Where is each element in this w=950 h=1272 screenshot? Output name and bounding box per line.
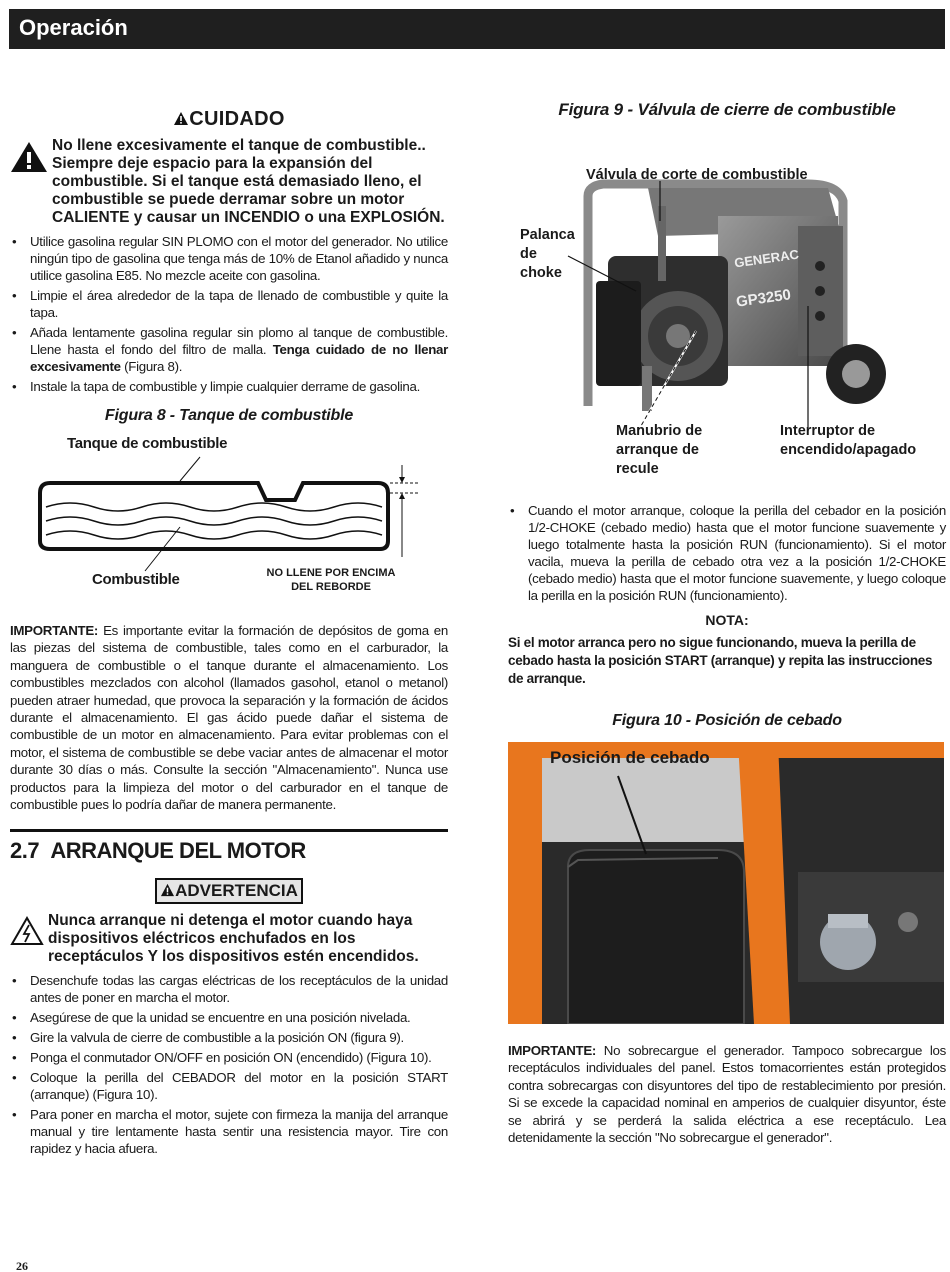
page-number: 26 bbox=[16, 1259, 28, 1272]
warning-triangle-icon bbox=[10, 141, 48, 173]
electric-shock-icon bbox=[10, 916, 44, 946]
tank-label: Tanque de combustible bbox=[67, 435, 228, 452]
list-item: • Coloque la perilla del CEBADOR del motor en la posición START (arranque) (Figura 10). bbox=[10, 1069, 448, 1103]
model-badge: GP3250 bbox=[735, 286, 792, 311]
right-column bbox=[508, 100, 946, 1146]
list-item: • Asegúrese de que la unidad se encuentre en una posición nivelada. bbox=[10, 1009, 448, 1026]
start-bullet-list bbox=[10, 972, 448, 1157]
list-item: • Gire la valvula de cierre de combustible a la posición ON (figura 9). bbox=[10, 1029, 448, 1046]
caution-heading: CUIDADO bbox=[10, 108, 448, 131]
right-bullet-list bbox=[508, 502, 946, 604]
switch-callout: Interruptor de encendido/apagado bbox=[780, 423, 917, 458]
note-heading: NOTA: bbox=[705, 612, 749, 628]
choke-illustration bbox=[508, 742, 944, 1024]
figure9-caption: Figura 9 - Válvula de cierre de combustible bbox=[558, 100, 896, 119]
choke-position-label: Posición de cebado bbox=[550, 748, 710, 767]
list-item: • Instale la tapa de combustible y limpie cualquier derrame de gasolina. bbox=[10, 378, 448, 395]
recoil-callout: Manubrio de arranque de recule bbox=[616, 423, 703, 477]
fuel-bullet-list bbox=[10, 233, 448, 395]
left-column bbox=[10, 100, 448, 1160]
list-item: • Ponga el conmutador ON/OFF en posición ON (encendido) (Figura 10). bbox=[10, 1049, 448, 1066]
list-item: • Añada lentamente gasolina regular sin plomo al tanque de combustible. Llene hasta el fondo del filtro de malla. Tenga cuidado de no llenar excesivamente (Figura 8). bbox=[10, 324, 448, 375]
fill-note: NO LLENE POR ENCIMA DEL REBORDE bbox=[266, 567, 396, 593]
caution-text: No llene excesivamente el tanque de combustible.. Siempre deje espacio para la expansión del combustible. Si el tanque está demasiado lleno, el combustible se puede derramar sobre un motor CALIENTE y causar un INCENDIO o una EXPLOSIÓN. bbox=[52, 137, 445, 226]
choke-callout: Palanca de choke bbox=[520, 227, 575, 281]
figure8-caption: Figura 8 - Tanque de combustible bbox=[104, 407, 354, 424]
fuel-label: Combustible bbox=[92, 571, 180, 588]
warning-triangle-icon bbox=[173, 111, 189, 126]
note-text: Si el motor arranca pero no sigue funcionando, mueva la perilla de cebado hasta la posición START (arranque) y repita las instrucciones de arranque. bbox=[508, 635, 933, 686]
list-item: • Desenchufe todas las cargas eléctricas de los receptáculos de la unidad antes de poner en marcha el motor. bbox=[10, 972, 448, 1006]
important-paragraph-2: IMPORTANTE: No sobrecargue el generador. Tampoco sobrecargue los receptáculos individuales del panel. Estos tomacorrientes están protegidos contra sobrecargas con disyuntores del tipo de restablecimiento por presión. Si se excede la capacidad nominal en amperios de cualquier disyuntor, éste se abrirá y se perderá la salida eléctrica a ese receptáculo. Lea detenidamente la sección "No sobrecargue el generador". bbox=[508, 1043, 946, 1146]
list-item: • Cuando el motor arranque, coloque la perilla del cebador en la posición 1/2-CHOKE (cebado medio) hasta que el motor funcione suavemente y luego totalmente hasta la posición RUN (funcionamiento). Si el motor vacila, mueva la perilla de cebado otra vez a la posición 1/2-CHOKE (cebado medio) hasta que el motor funcione suavemente, y luego coloque la perilla en la posición RUN (funcionamiento). bbox=[508, 502, 946, 604]
brand-logo: GENERAC bbox=[733, 246, 800, 271]
figure10-caption: Figura 10 - Posición de cebado bbox=[612, 712, 842, 729]
important-paragraph-1: IMPORTANTE: Es importante evitar la formación de depósitos de goma en las piezas del sistema de combustible, tales como en el carburador, la manguera de combustible o el tanque durante el almacenamiento. Los combustibles mezclados con alcohol (llamados gasohol, etanol o metanol) pueden atraer humedad, que provoca la separación y la formación de ácidos durante el almacenamiento. El gas ácido puede dañar el sistema de combustible de un motor en almacenamiento. Para evitar problemas con el motor, el sistema de combustible se debe vaciar antes de almacenar el motor durante 30 días o más. Consulte la sección "Almacenamiento". Nunca use productos para la limpieza del motor o del carburador en el tanque de combustible pues lo podría dañar de manera permanente. bbox=[10, 623, 448, 813]
page-title: Operación bbox=[19, 15, 128, 40]
list-item: • Utilice gasolina regular SIN PLOMO con el motor del generador. No utilice ningún tipo de gasolina que tenga más de 10% de Etanol añadido y nunca utilice gasolina E85. No mezcle aceite con gasolina. bbox=[10, 233, 448, 284]
warning-badge: ADVERTENCIA bbox=[155, 878, 303, 904]
list-item: • Limpie el área alrededor de la tapa de llenado de combustible y quite la tapa. bbox=[10, 287, 448, 321]
header-bar bbox=[9, 9, 945, 49]
warning-block bbox=[10, 912, 448, 966]
warning-triangle-icon bbox=[160, 883, 175, 897]
list-item: • Para poner en marcha el motor, sujete con firmeza la manija del arranque manual y tire lentamente hasta sentir una resistencia mayor. Tire con rapidez y hacia afuera. bbox=[10, 1106, 448, 1157]
section-divider bbox=[10, 829, 448, 832]
figure10-choke-photo bbox=[508, 742, 944, 1024]
valve-callout: Válvula de corte de combustible bbox=[586, 167, 808, 183]
section-heading: 2.7 ARRANQUE DEL MOTOR bbox=[10, 838, 306, 864]
caution-block bbox=[10, 137, 448, 227]
figure8-tank-diagram bbox=[10, 437, 448, 612]
warning-text: Nunca arranque ni detenga el motor cuando haya dispositivos eléctricos enchufados en los receptáculos Y los dispositivos estén encendidos. bbox=[48, 912, 419, 966]
figure9-generator-photo bbox=[508, 126, 946, 477]
